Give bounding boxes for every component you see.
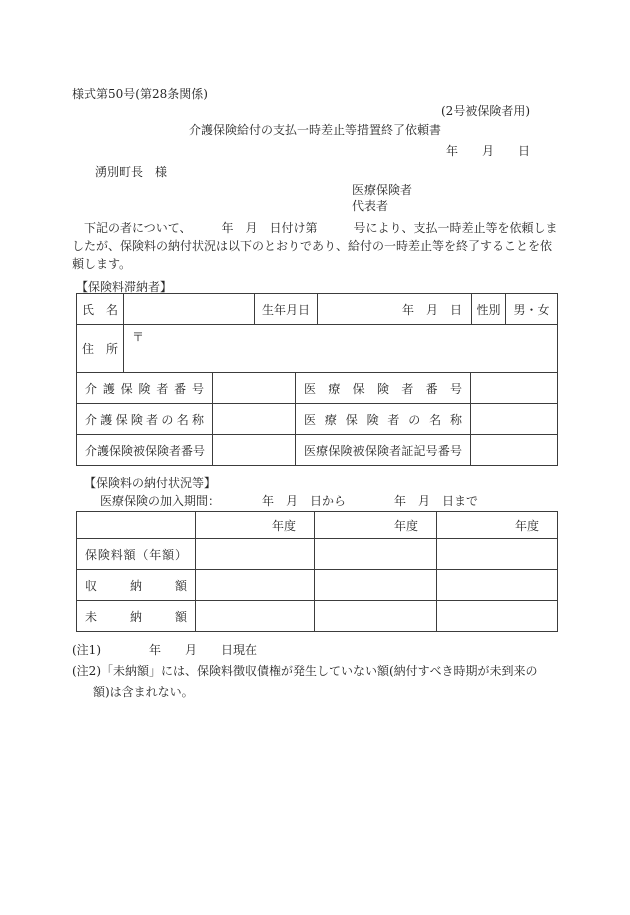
- medical-insured-symbol-cell: [471, 435, 558, 466]
- medical-insurer-number-label: 医療保険者番号: [296, 373, 471, 404]
- delinquent-section-heading: 【保険料滞納者】: [76, 280, 173, 294]
- medical-insurer-number-cell: [471, 373, 558, 404]
- premium-amount-cell-3: [437, 539, 558, 570]
- unpaid-amount-cell-3: [437, 601, 558, 632]
- name-value-cell: [124, 294, 255, 325]
- enrollment-period-text: 医療保険の加入期間： 年 月 日から 年 月 日まで: [100, 492, 478, 512]
- care-insurer-name-label: 介護保険者の名称: [77, 404, 213, 435]
- corner-cell: [77, 512, 196, 539]
- body-paragraph: [72, 219, 562, 273]
- care-insurer-number-cell: [213, 373, 296, 404]
- fiscal-year-header-3: 年度: [437, 512, 558, 539]
- unpaid-amount-cell-2: [315, 601, 437, 632]
- date-blank-line: 年 月 日: [445, 144, 530, 158]
- payment-status-table: [76, 511, 558, 632]
- birthdate-value-cell: 年 月 日: [318, 294, 472, 325]
- address-label: 住 所: [77, 325, 124, 373]
- body-line-3: 頼します。: [72, 257, 132, 271]
- form-number: 様式第50号(第28条関係): [72, 87, 208, 101]
- premium-amount-cell-2: [315, 539, 437, 570]
- collected-amount-cell-1: [196, 570, 315, 601]
- table-row: [77, 539, 558, 570]
- delinquent-person-tables: [76, 293, 558, 466]
- care-insured-number-label: 介護保険被保険者番号: [77, 435, 213, 466]
- payment-section-heading: 【保険料の納付状況等】: [84, 476, 217, 490]
- collected-amount-cell-3: [437, 570, 558, 601]
- gender-label: 性別: [472, 294, 506, 325]
- gender-value-cell: 男・女: [506, 294, 558, 325]
- body-line-2: したが、保険料の納付状況は以下のとおりであり、給付の一時差止等を終了することを依: [72, 239, 553, 253]
- care-insurer-name-cell: [213, 404, 296, 435]
- medical-insurer-name-label: 医療保険者の名称: [296, 404, 471, 435]
- table-row: [77, 570, 558, 601]
- premium-amount-cell-1: [196, 539, 315, 570]
- form-target-note: (2号被保険者用): [441, 104, 530, 118]
- form-title: 介護保険給付の支払一時差止等措置終了依頼書: [188, 123, 441, 137]
- note-1: (注1) 年 月 日現在: [72, 643, 257, 657]
- premium-amount-label: 保険料額（年額）: [77, 539, 196, 570]
- fiscal-year-header-1: 年度: [196, 512, 315, 539]
- care-insurer-number-label: 介護保険者番号: [77, 373, 213, 404]
- note-2-line-2: 額)は含まれない。: [93, 685, 194, 699]
- unpaid-amount-cell-1: [196, 601, 315, 632]
- care-insured-number-cell: [213, 435, 296, 466]
- payment-status-table-wrap: [76, 511, 558, 632]
- address-value-cell: 〒: [124, 325, 558, 373]
- fiscal-year-header-2: 年度: [315, 512, 437, 539]
- addressee-line: 湧別町長 様: [95, 165, 168, 179]
- table-row: [77, 435, 558, 466]
- collected-amount-cell-2: [315, 570, 437, 601]
- insurer-numbers-table: [76, 372, 558, 466]
- representative-label: 代表者: [352, 199, 389, 213]
- table-row: [77, 373, 558, 404]
- unpaid-amount-label: 未納額: [77, 601, 196, 632]
- table-row: [77, 404, 558, 435]
- name-label: 氏 名: [77, 294, 124, 325]
- enrollment-period-line: [100, 492, 478, 512]
- note-2-line-1: (注2)「未納額」には、保険料徴収債権が発生していない額(納付すべき時期が未到来の: [72, 664, 538, 678]
- birthdate-label: 生年月日: [255, 294, 318, 325]
- collected-amount-label: 収納額: [77, 570, 196, 601]
- person-info-table: [76, 293, 558, 373]
- medical-insurer-name-cell: [471, 404, 558, 435]
- table-row: [77, 512, 558, 539]
- table-row: [77, 601, 558, 632]
- footnotes: [72, 640, 537, 703]
- body-line-1: 下記の者について、 年 月 日付け第 号により、支払一時差止等を依頼しま: [72, 221, 558, 235]
- medical-insured-symbol-label: 医療保険被保険者証記号番号: [296, 435, 471, 466]
- medical-insurer-label: 医療保険者: [352, 183, 413, 197]
